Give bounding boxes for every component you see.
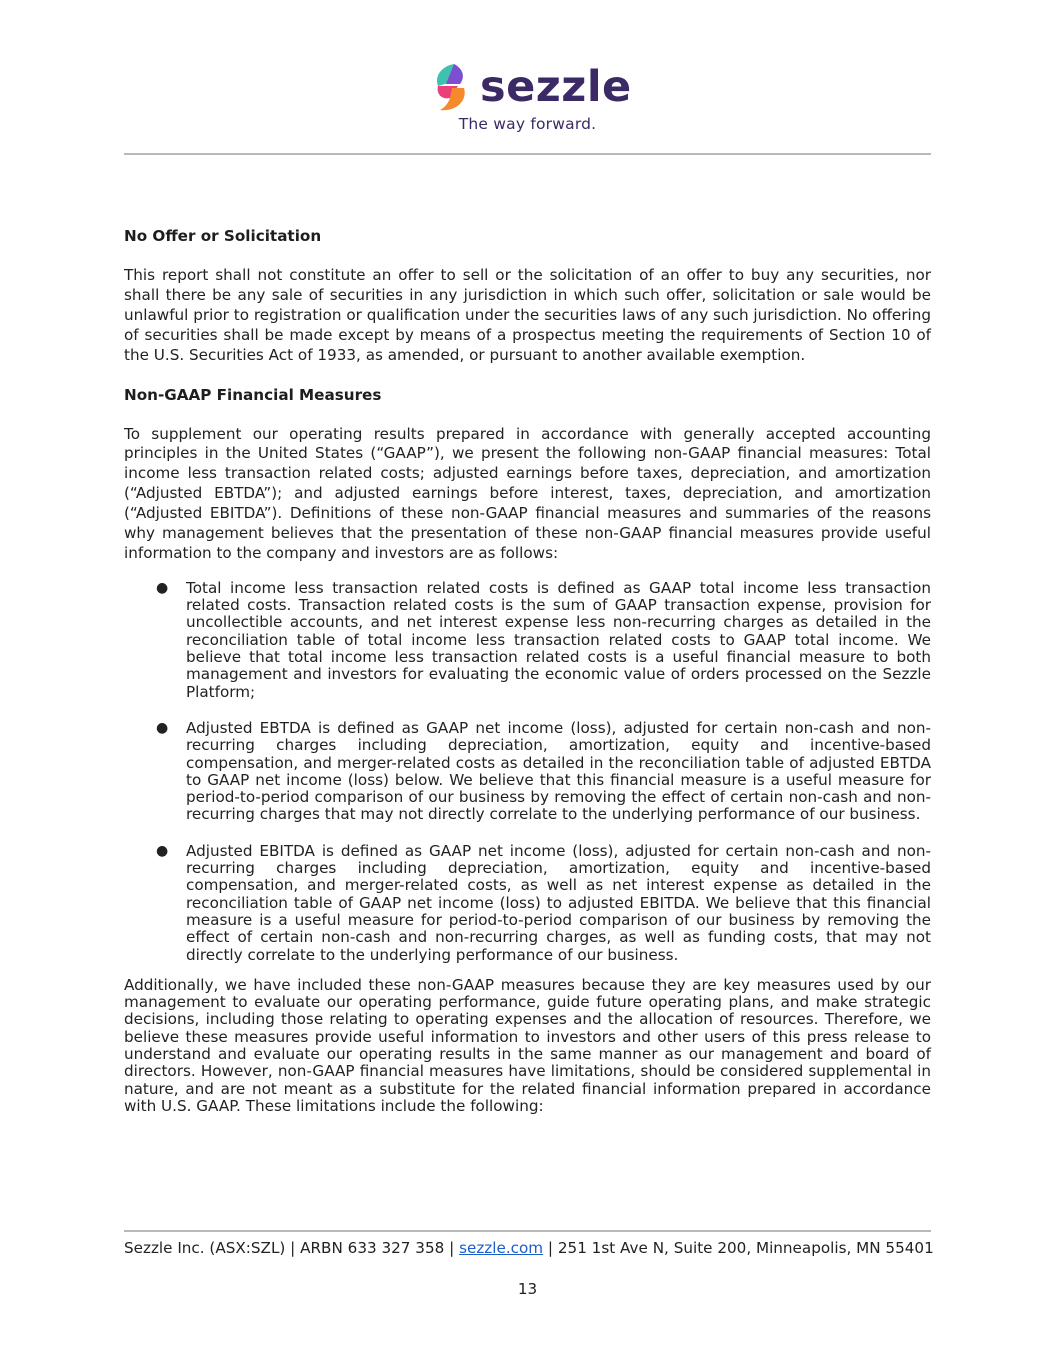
non-gaap-definitions-list <box>124 580 931 964</box>
additional-paragraph: Additionally, we have included these non-GAAP measures because they are key measures used by our management to evaluate our operating performance, guide future operating plans, and make strategic decisions, including those relating to operating expenses and the allocation of resources. Therefore, we believe these measures provide useful information to investors and other users of this press release to understand and evaluate our operating results in the same manner as our management and board of directors. However, non-GAAP financial measures have limitations, should be considered supplemental in nature, and are not meant as a substitute for the related financial information prepared in accordance with U.S. GAAP. These limitations include the following: <box>124 975 931 1115</box>
no-offer-heading: No Offer or Solicitation <box>124 227 322 245</box>
bullet-icon: ● <box>156 842 169 859</box>
sezzle-logo <box>432 58 632 118</box>
footer-website-link[interactable]: sezzle.com <box>459 1239 544 1257</box>
page-number: 13 <box>517 1280 538 1298</box>
header-divider <box>124 153 931 155</box>
footer-divider <box>124 1230 931 1232</box>
list-item-text: Adjusted EBITDA is defined as GAAP net income (loss), adjusted for certain non-cash and non-recurring charges including depreciation, amortization, equity and incentive-based compensation, and merger-related costs, as well as net interest expense as detailed in the reconciliation table of GAAP net income (loss) to adjusted EBITDA. We believe that this financial measure is a useful measure for period-to-period comparison of our business by removing the effect of certain non-cash and non-recurring charges, as well as funding costs, that may not directly correlate to the underlying performance of our business. <box>186 841 931 964</box>
no-offer-paragraph: This report shall not constitute an offer to sell or the solicitation of an offer to buy any securities, nor shall there be any sale of securities in any jurisdiction in which such offer, solicitation or sale would be unlawful prior to registration or qualification under the securities laws of any such jurisdiction. No offering of securities shall be made except by means of a prospectus meeting the requirements of Section 10 of the U.S. Securities Act of 1933, as amended, or pursuant to another available exemption. <box>124 266 931 364</box>
non-gaap-heading: Non-GAAP Financial Measures <box>124 385 382 404</box>
logo-wordmark: sezzle <box>480 62 632 112</box>
bullet-icon: ● <box>156 719 169 736</box>
footer-company-info: Sezzle Inc. (ASX:SZL) | ARBN 633 327 358 | <box>124 1239 455 1257</box>
footer-address: | 251 1st Ave N, Suite 200, Minneapolis, MN 55401 <box>547 1239 934 1257</box>
non-gaap-intro-paragraph: To supplement our operating results prepared in accordance with generally accepted accounting principles in the United States (“GAAP”), we present the following non-GAAP financial measures: Total income less transaction related costs; adjusted earnings before taxes, depreciation, and amortization (“Adjusted EBTDA”); and adjusted earnings before interest, taxes, depreciation, and amortization (“Adjusted EBITDA”). Definitions of these non-GAAP financial measures and summaries of the reasons why management believes that the presentation of these non-GAAP financial measures provide useful information to the company and investors are as follows: <box>124 424 931 562</box>
list-item-text: Adjusted EBTDA is defined as GAAP net income (loss), adjusted for certain non-cash and non-recurring charges including depreciation, amortization, equity and incentive-based compensation, and merger-related costs as detailed in the reconciliation table of adjusted EBTDA to GAAP net income (loss) below. We believe that this financial measure is a useful measure for period-to-period comparison of our business by removing the effect of certain non-cash and non-recurring charges that may not directly correlate to the underlying performance of our business. <box>186 718 931 824</box>
page-body <box>124 226 931 1115</box>
list-item <box>124 720 931 824</box>
page-footer <box>124 1239 934 1257</box>
tagline: The way forward. <box>458 115 597 133</box>
sezzle-logo-mark-icon <box>432 62 472 112</box>
list-item <box>124 843 931 964</box>
list-item-text: Total income less transaction related costs is defined as GAAP total income less transaction related costs. Transaction related costs is the sum of GAAP transaction expense, provision for uncollectible accounts, and net interest expense less non-recurring charges as detailed in the reconciliation table of total income less transaction related costs to GAAP total income. We believe that total income less transaction related costs is a useful financial measure to both management and investors for evaluating the economic value of orders processed on the Sezzle Platform; <box>186 578 931 701</box>
bullet-icon: ● <box>156 579 169 596</box>
list-item <box>124 580 931 701</box>
page-header <box>0 0 1055 156</box>
